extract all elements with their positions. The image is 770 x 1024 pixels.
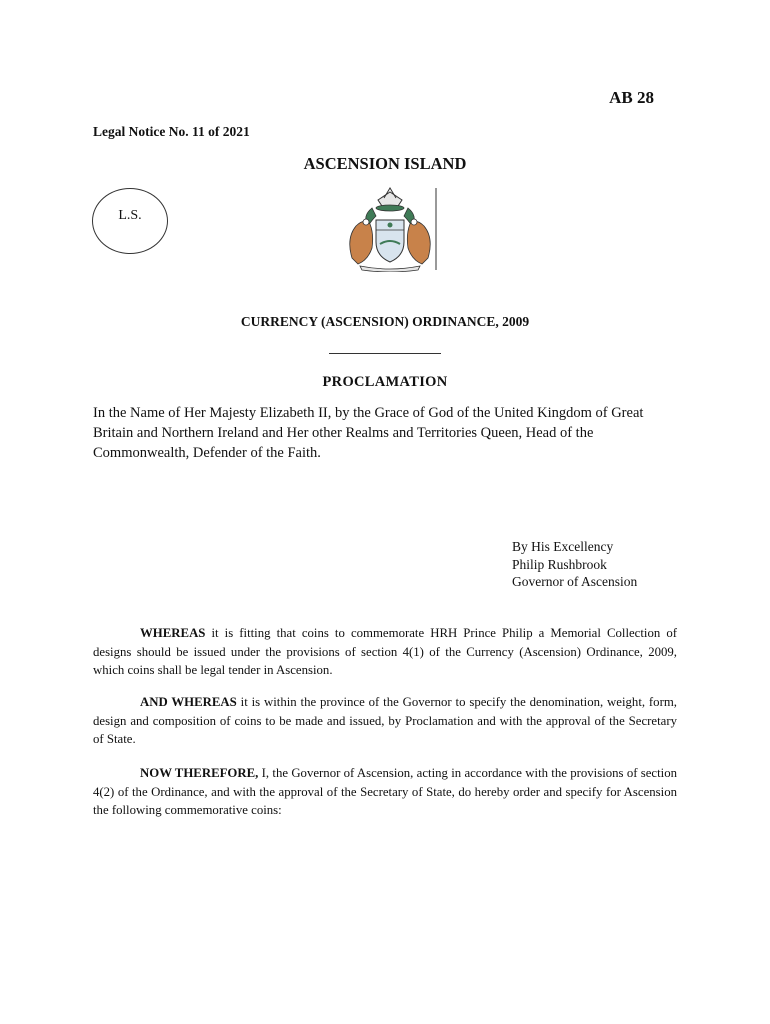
paragraph-lead: NOW THEREFORE, [140, 766, 259, 780]
now-therefore-paragraph [93, 764, 677, 820]
divider-rule [329, 353, 441, 354]
proclamation-heading: PROCLAMATION [322, 374, 448, 390]
signatory-block [512, 538, 637, 591]
whereas-paragraph [93, 624, 677, 680]
legal-notice-number: Legal Notice No. 11 of 2021 [93, 124, 250, 139]
and-whereas-paragraph [93, 693, 677, 749]
territory-title: ASCENSION ISLAND [303, 154, 467, 173]
paragraph-text: it is fitting that coins to commemorate HRH Prince Philip a Memorial Collection of designs should be issued under the provisions of section 4(1) of the Currency (Ascension) Ordinance, 2009, which coins shall be legal tender in Ascension. [93, 626, 677, 677]
ordinance-title: CURRENCY (ASCENSION) ORDINANCE, 2009 [240, 314, 530, 329]
signatory-name: Philip Rushbrook [512, 556, 607, 572]
paragraph-lead: WHEREAS [140, 626, 206, 640]
locus-sigilli-seal [92, 188, 168, 254]
seal-label: L.S. [118, 208, 142, 223]
paragraph-text: I, the Governor of Ascension, acting in accordance with the provisions of section 4(2) of the Ordinance, and with the approval of the Secretary of State, do hereby order and specify for Ascension the following commemorative coins: [93, 766, 678, 817]
coat-of-arms-icon [342, 186, 442, 272]
document-reference-code: AB 28 [609, 88, 654, 107]
signatory-line-1: By His Excellency [512, 539, 614, 554]
royal-preamble: In the Name of Her Majesty Elizabeth II, by the Grace of God of the United Kingdom of Great Britain and Northern Ireland and Her other Realms and Territories Queen, Head of the Commonwealth, Defender of the Faith. [93, 405, 644, 461]
paragraph-lead: AND WHEREAS [140, 695, 237, 709]
coat-of-arms-graphic [342, 186, 442, 272]
paragraph-text: it is within the province of the Governor to specify the denomination, weight, form, design and composition of coins to be made and issued, by Proclamation and with the approval of the Secretary of State. [93, 695, 677, 746]
signatory-title: Governor of Ascension [512, 574, 638, 589]
